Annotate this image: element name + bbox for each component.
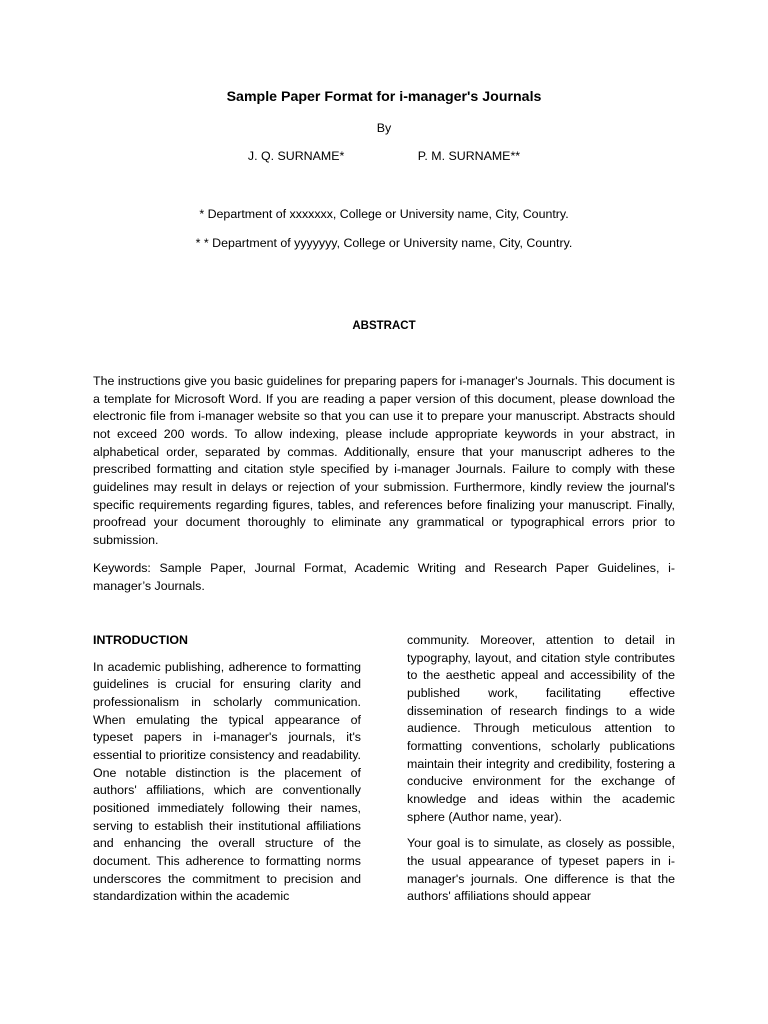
author-1: J. Q. SURNAME* [247,149,345,163]
intro-paragraph-1: In academic publishing, adherence to formatting guidelines is crucial for ensuring clarity and professionalism in scholarly communication. When emulating the typical appearance of typeset papers in i-manager's journals, it's essential to prioritize consistency and readability. One notable distinction is the placement of authors' affiliations, which are conventionally positioned immediately following their names, serving to establish their institutional affiliations and enhancing the overall structure of the document. This adherence to formatting norms underscores the commitment to precision and standardization within the academic [93,659,361,904]
introduction-heading: INTRODUCTION [93,633,188,647]
intro-paragraph-3: Your goal is to simulate, as closely as possible, the usual appearance of typeset papers in i-manager's journals. One difference is that the authors' affiliations should appear [407,836,675,904]
author-2: P. M. SURNAME** [417,149,521,163]
affiliation-1: * Department of xxxxxxx, College or University name, City, Country. [199,207,569,221]
intro-paragraph-2: community. Moreover, attention to detail in typography, layout, and citation style contributes to the aesthetic appeal and accessibility of the published work, facilitating effective dissemination of research findings to a wide audience. Through meticulous attention to formatting conventions, scholarly publications maintain their integrity and credibility, fostering a conducive environment for the exchange of knowledge and ideas within the academic sphere (Author name, year). [407,633,675,824]
abstract-text: The instructions give you basic guidelines for preparing papers for i-manager's Journals. This document is a template for Microsoft Word. If you are reading a paper version of this document, please download the electronic file from i-manager website so that you can use it to prepare your manuscript. Abstracts should not exceed 200 words. To allow indexing, please include appropriate keywords in your abstract, in alphabetical order, separated by commas. Additionally, ensure that your manuscript adheres to the prescribed formatting and citation style specified by i-manager Journals. Failure to comply with these guidelines may result in delays or rejection of your submission. Furthermore, kindly review the journal's specific requirements regarding figures, tables, and references before finalizing your manuscript. Finally, proofread your document thoroughly to eliminate any grammatical or typographical errors prior to submission. [93,374,675,547]
keywords-text: Keywords: Sample Paper, Journal Format, Academic Writing and Research Paper Guidelines, i-manager’s Journals. [93,561,675,593]
affiliation-2: * * Department of yyyyyyy, College or University name, City, Country. [195,236,573,250]
right-column [407,632,675,915]
left-column [93,632,361,915]
paper-title: Sample Paper Format for i-manager's Journals [226,89,542,105]
by-line: By [376,121,392,135]
abstract-heading: ABSTRACT [352,320,416,332]
authors-line [0,149,768,163]
